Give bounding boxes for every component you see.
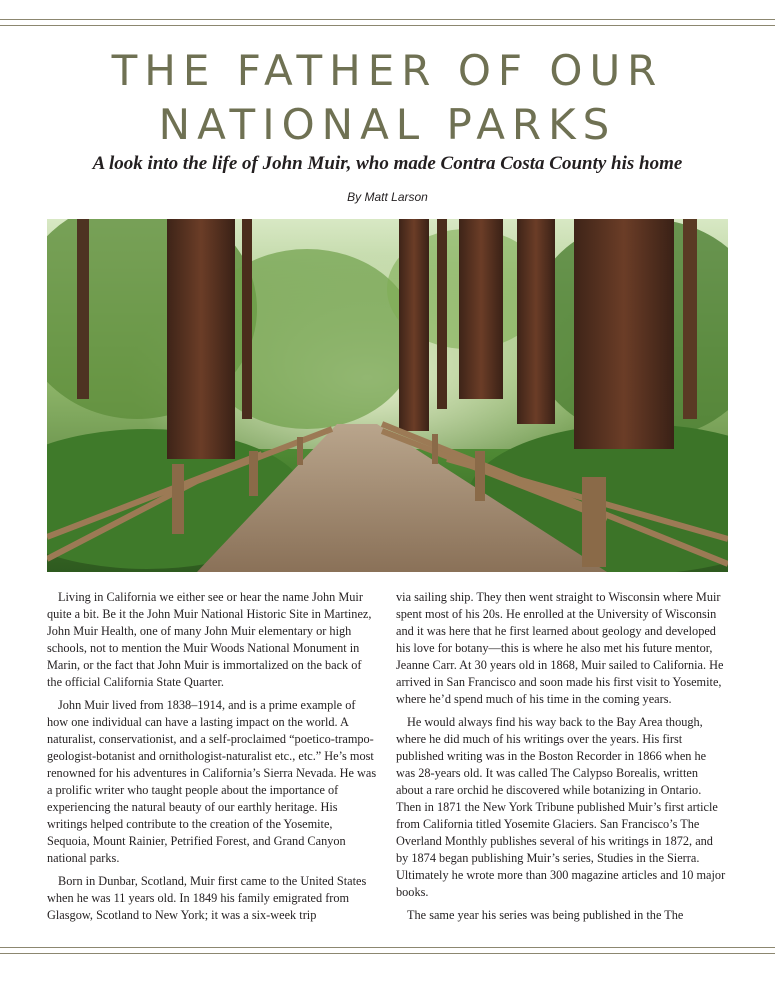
paragraph: John Muir lived from 1838–1914, and is a prime example of how one individual can have a lasting impact on the world. A naturalist, conservationist, and a self-proclaimed “poetico-trampo-geologist-botanist and ornithologist-naturalist etc., etc.” He’s most renowned for his adventures in California’s Sierra Nevada. He was a prolific writer who taught people about the importance of experiencing the natural beauty of our earthly heritage. His writings helped contribute to the creation of the Yosemite, Sequoia, Mount Rainier, Petrified Forest, and Grand Canyon national parks. [47, 698, 377, 865]
subtitle: A look into the life of John Muir, who made Contra Costa County his home [92, 153, 683, 174]
redwood-forest-trail-photo [47, 219, 728, 572]
paragraph: The same year his series was being published in the The [407, 908, 684, 922]
top-rule-inner [0, 25, 775, 26]
bottom-rule-inner [0, 953, 775, 954]
page-title [0, 44, 775, 152]
paragraph-continuation: via sailing ship. They then went straight to Wisconsin where Muir spent most of his 20s. He enrolled at the University of Wisconsin and it was here that he first learned about geology and developed his love for botany—this is where he also met his future mentor, Jeanne Carr. At 30 years old in 1868, Muir sailed to California. He arrived in San Francisco and soon made his first visit to Yosemite, where he’d spend much of his time in the coming years. [396, 590, 724, 706]
paragraph: He would always find his way back to the Bay Area though, where he did much of his writings over the years. His first published writing was in the Boston Recorder in 1866 when he was 28-years old. It was called The Calypso Borealis, written about a rare orchid he discovered while botanizing in Ontario. Then in 1871 the New York Tribune published Muir’s first article from California titled Yosemite Glaciers. San Francisco’s The Overland Monthly publishes several of his writings in 1872, and by 1874 began publishing Muir’s series, Studies in the Sierra. Ultimately he wrote more than 300 magazine articles and 10 major books. [396, 715, 726, 899]
title-line-2: NATIONAL PARKS [158, 100, 617, 149]
paragraph: Living in California we either see or hear the name John Muir quite a bit. Be it the John Muir National Historic Site in Martinez, John Muir Health, one of many John Muir elementary or high schools, not to mention the Muir Woods National Monument in Marin, or the fact that John Muir is immortalized on the back of the official California State Quarter. [47, 590, 372, 689]
byline: By Matt Larson [347, 190, 428, 204]
title-line-1: THE FATHER OF OUR [111, 46, 664, 95]
top-rule [0, 19, 775, 20]
paragraph: Born in Dunbar, Scotland, Muir first came to the United States when he was 11 years old. In 1849 his family emigrated from Glasgow, Scotland to New York; it was a six-week trip [47, 874, 367, 922]
article-column-left [47, 589, 377, 930]
bottom-rule [0, 947, 775, 948]
article-column-right [396, 589, 728, 930]
